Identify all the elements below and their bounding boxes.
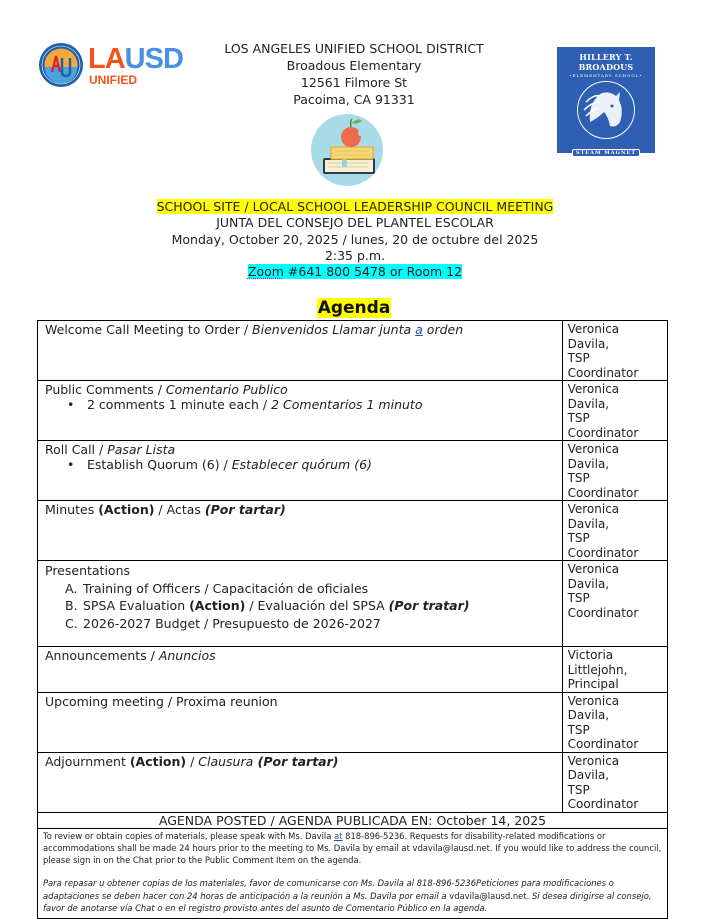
agenda-row [38, 381, 668, 441]
sub-item: C. 2026-2027 Budget / Presupuesto de 2026-2027 [65, 615, 381, 631]
broncos-mascot-name: BRONCOS [573, 160, 639, 173]
agenda-presenter: Veronica Davila, TSP Coordinator [562, 381, 667, 441]
bullet-icon: • [67, 457, 75, 472]
school-street: 12561 Filmore St [300, 75, 408, 90]
agenda-row [38, 321, 668, 381]
posted-row [38, 812, 668, 828]
agenda-item: Minutes (Action) / Actas (Por tartar) [38, 501, 563, 561]
agenda-item: Presentations A. Training of Officers / Capacitación de oficiales B. SPSA Evaluation (Action) / Evaluación del SPSA (Por tratar) C. 2026-2027 Budget / Presupuesto de 2026-2027 [38, 561, 563, 647]
bullet-icon: • [67, 397, 75, 412]
lausd-wordmark: LAUSD [88, 43, 183, 75]
books-apple-icon [310, 113, 384, 187]
agenda-row [38, 752, 668, 812]
meeting-time: 2:35 p.m. [324, 247, 386, 263]
accessibility-notes [38, 828, 668, 919]
meeting-info [100, 199, 610, 280]
agenda-presenter: Veronica Davila, TSP Coordinator [562, 561, 667, 647]
broncos-school-name: HILLERY T. BROADOUS [578, 52, 634, 72]
agenda-row [38, 501, 668, 561]
agenda-presenter: Veronica Davila, TSP Coordinator [562, 692, 667, 752]
inline-link[interactable]: a [415, 322, 423, 337]
meeting-title-spanish: JUNTA DEL CONSEJO DEL PLANTEL ESCOLAR [216, 215, 494, 231]
meeting-date: Monday, October 20, 2025 / lunes, 20 de octubre del 2025 [171, 231, 539, 247]
agenda-item: Announcements / Anuncios [38, 647, 563, 693]
agenda-row [38, 561, 668, 647]
broncos-school-subtitle: •ELEMENTARY SCHOOL• [569, 73, 643, 78]
notes-english: To review or obtain copies of materials, please speak with Ms. Davila at 818-896-5236. Requests for disability-related modifications or accommodations shall be made 24 hours prior to the meeting to Ms. Davila by email at vdavila@lausd.net. If you would like to address the council, please sign in on the Chat prior to the Public Comment Item on the agenda. [43, 830, 662, 866]
lausd-seal-icon [38, 42, 84, 88]
lausd-logo [38, 42, 198, 92]
broncos-banner: STEAM MAGNET [572, 149, 640, 157]
agenda-item: Adjournment (Action) / Clausura (Por tartar) [38, 752, 563, 812]
broncos-logo [557, 47, 655, 173]
agenda-presenter: Veronica Davila, TSP Coordinator [562, 501, 667, 561]
horse-head-icon [577, 81, 635, 139]
agenda-row [38, 647, 668, 693]
district-header [180, 40, 528, 108]
agenda-posted-date: AGENDA POSTED / AGENDA PUBLICADA EN: October 14, 2025 [38, 812, 668, 828]
sub-item: B. SPSA Evaluation (Action) / Evaluación del SPSA (Por tratar) [65, 598, 470, 613]
agenda-item: Roll Call / Pasar Lista • Establish Quorum (6) / Establecer quórum (6) [38, 441, 563, 501]
agenda-item: Welcome Call Meeting to Order / Bienvenidos Llamar junta a orden [38, 321, 563, 381]
agenda-presenter: Veronica Davila, TSP Coordinator [562, 441, 667, 501]
agenda-table [37, 320, 668, 919]
agenda-presenter: Veronica Davila, TSP Coordinator [562, 321, 667, 381]
agenda-presenter: Victoria Littlejohn, Principal [562, 647, 667, 693]
notes-row [38, 828, 668, 919]
district-name: LOS ANGELES UNIFIED SCHOOL DISTRICT [224, 41, 484, 56]
agenda-presenter: Veronica Davila, TSP Coordinator [562, 752, 667, 812]
agenda-title: Agenda [317, 298, 391, 318]
sub-item: A. Training of Officers / Capacitación de oficiales [65, 580, 369, 596]
lausd-unified-label: UNIFIED [89, 73, 137, 87]
agenda-item: Upcoming meeting / Proxima reunion [38, 692, 563, 752]
agenda-row [38, 441, 668, 501]
zoom-link[interactable]: Zoom [247, 264, 284, 280]
inline-link[interactable]: at [334, 830, 343, 841]
school-name: Broadous Elementary [286, 58, 422, 73]
agenda-item: Public Comments / Comentario Publico • 2 comments 1 minute each / 2 Comentarios 1 minuto [38, 381, 563, 441]
agenda-row [38, 692, 668, 752]
meeting-location: Zoom #641 800 5478 or Room 12 [247, 264, 463, 280]
school-city: Pacoima, CA 91331 [293, 92, 415, 107]
notes-spanish: Para repasar u obtener copias de los materiales, favor de comunicarse con Ms. Davila al 818-896-5236Peticiones para modificaciones o adaptaciones se deben hacer con 24 horas de anticipación a la reunión a Ms. Davila por email a vdavila@lausd.net. Si desea dirigirse al consejo, favor de anotarse vía Chat o en el registro provisto antes del asunto de Comentario Público en la agenda. [43, 878, 652, 913]
meeting-title: SCHOOL SITE / LOCAL SCHOOL LEADERSHIP COUNCIL MEETING [156, 199, 554, 214]
